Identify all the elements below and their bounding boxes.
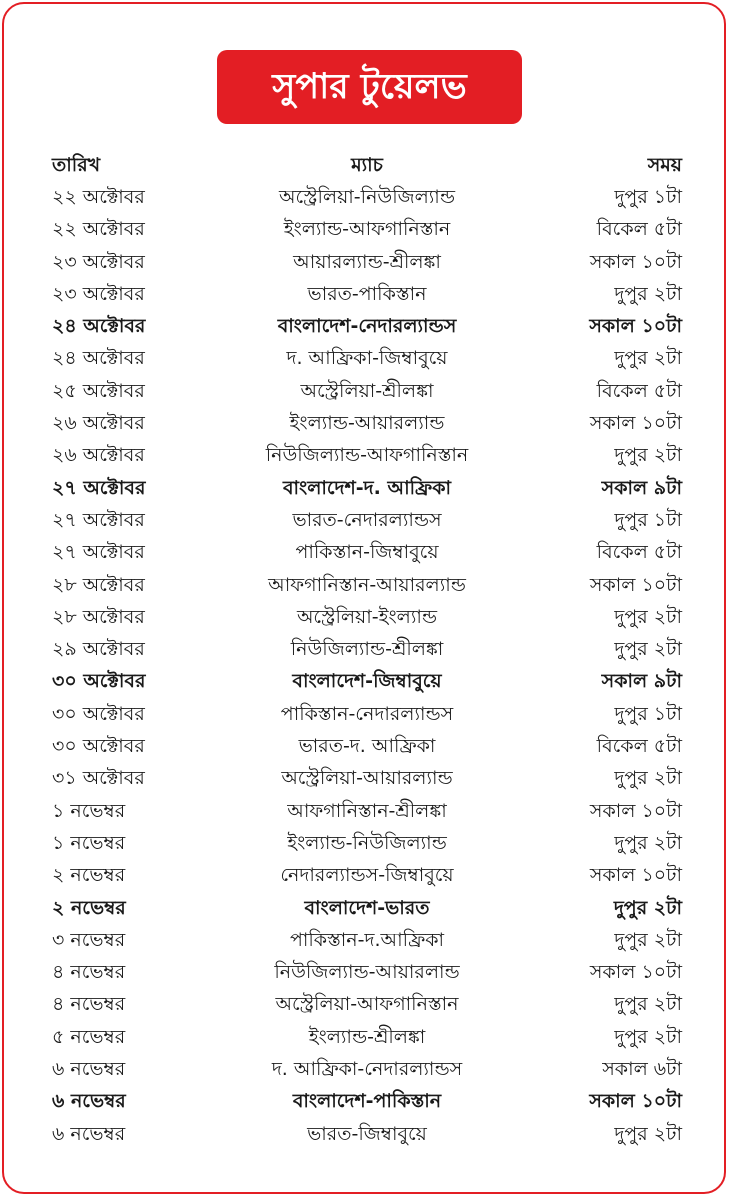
table-row xyxy=(52,504,682,536)
match-date: ৪ নভেম্বর xyxy=(52,993,126,1016)
match-teams: বাংলাদেশ-পাকিস্তান xyxy=(292,1090,442,1113)
table-row xyxy=(52,924,682,956)
match-teams: বাংলাদেশ-ভারত xyxy=(304,896,430,919)
table-row xyxy=(52,859,682,891)
match-time: দুপুর ১টা xyxy=(614,702,682,725)
match-time: বিকেল ৫টা xyxy=(596,541,682,564)
match-date: ২৭ অক্টোবর xyxy=(52,541,145,564)
match-teams: দ. আফ্রিকা-জিম্বাবুয়ে xyxy=(286,347,448,370)
match-date: ২৩ অক্টোবর xyxy=(52,282,145,305)
match-teams: ভারত-জিম্বাবুয়ে xyxy=(307,1122,427,1145)
match-time: বিকেল ৫টা xyxy=(596,379,682,402)
match-date: ৩১ অক্টোবর xyxy=(52,767,145,790)
match-time: সকাল ১০টা xyxy=(589,573,682,596)
table-row xyxy=(52,892,682,924)
match-time: দুপুর ২টা xyxy=(614,767,682,790)
match-date: ২৪ অক্টোবর xyxy=(52,347,145,370)
table-row xyxy=(52,988,682,1020)
match-time: বিকেল ৫টা xyxy=(596,218,682,241)
match-date: ৩ নভেম্বর xyxy=(52,928,126,951)
match-date: ২৭ অক্টোবর xyxy=(52,508,145,531)
schedule-table xyxy=(52,181,682,1150)
page-title: সুপার টুয়েলভ xyxy=(217,50,522,124)
match-teams: ইংল্যান্ড-আফগানিস্তান xyxy=(283,218,451,241)
match-teams: নেদারল্যান্ডস-জিম্বাবুয়ে xyxy=(280,864,454,887)
match-teams: আয়ারল্যান্ড-শ্রীলঙ্কা xyxy=(293,250,441,273)
table-row xyxy=(52,536,682,568)
table-row xyxy=(52,1118,682,1150)
match-teams: আফগানিস্তান-শ্রীলঙ্কা xyxy=(287,799,447,822)
table-row xyxy=(52,439,682,471)
table-row xyxy=(52,1021,682,1053)
match-teams: ইংল্যান্ড-নিউজিল্যান্ড xyxy=(287,831,447,854)
match-date: ৩০ অক্টোবর xyxy=(52,702,145,725)
header-match: ম্যাচ xyxy=(351,154,383,176)
match-date: ২২ অক্টোবর xyxy=(52,186,145,208)
match-date: ৬ নভেম্বর xyxy=(52,1122,126,1145)
match-date: ৩০ অক্টোবর xyxy=(52,670,146,693)
match-time: দুপুর ২টা xyxy=(614,444,682,467)
match-teams: বাংলাদেশ-নেদারল্যান্ডস xyxy=(277,315,457,338)
match-time: দুপুর ২টা xyxy=(614,347,682,370)
match-date: ২ নভেম্বর xyxy=(52,896,126,919)
table-header xyxy=(52,149,682,181)
match-teams: ভারত-পাকিস্তান xyxy=(307,282,427,305)
match-date: ২৬ অক্টোবর xyxy=(52,412,145,435)
table-row xyxy=(52,310,682,342)
table-row xyxy=(52,1053,682,1085)
match-date: ২৯ অক্টোবর xyxy=(52,638,145,661)
table-row xyxy=(52,956,682,988)
match-time: সকাল ৯টা xyxy=(601,670,682,693)
table-row xyxy=(52,665,682,697)
match-teams: পাকিস্তান-দ.আফ্রিকা xyxy=(289,928,445,951)
match-teams: অস্ট্রেলিয়া-নিউজিল্যান্ড xyxy=(278,186,455,208)
table-row xyxy=(52,698,682,730)
match-date: ২৭ অক্টোবর xyxy=(52,476,146,499)
match-teams: দ. আফ্রিকা-নেদারল্যান্ডস xyxy=(271,1058,463,1081)
match-time: দুপুর ২টা xyxy=(614,282,682,305)
table-row xyxy=(52,601,682,633)
table-row xyxy=(52,278,682,310)
table-row xyxy=(52,762,682,794)
schedule-card xyxy=(2,2,726,1194)
match-date: ৬ নভেম্বর xyxy=(52,1058,126,1081)
match-time: বিকেল ৫টা xyxy=(596,735,682,758)
match-time: সকাল ১০টা xyxy=(589,961,682,984)
table-row xyxy=(52,181,682,213)
match-time: দুপুর ২টা xyxy=(614,605,682,628)
match-date: ২ নভেম্বর xyxy=(52,864,126,887)
match-time: সকাল ১০টা xyxy=(589,864,682,887)
table-row xyxy=(52,407,682,439)
match-time: সকাল ৬টা xyxy=(602,1058,682,1081)
match-teams: ভারত-নেদারল্যান্ডস xyxy=(292,508,442,531)
match-date: ২২ অক্টোবর xyxy=(52,218,145,241)
match-teams: ইংল্যান্ড-শ্রীলঙ্কা xyxy=(308,1025,426,1048)
match-date: ১ নভেম্বর xyxy=(52,831,126,854)
match-time: দুপুর ১টা xyxy=(614,508,682,531)
match-time: দুপুর ২টা xyxy=(614,1025,682,1048)
match-teams: অস্ট্রেলিয়া-আফগানিস্তান xyxy=(275,993,459,1016)
match-time: সকাল ৯টা xyxy=(601,476,682,499)
match-teams: নিউজিল্যান্ড-আয়ারলান্ড xyxy=(274,961,460,984)
match-teams: ভারত-দ. আফ্রিকা xyxy=(298,735,436,758)
match-time: দুপুর ২টা xyxy=(613,896,682,919)
table-row xyxy=(52,827,682,859)
table-row xyxy=(52,795,682,827)
match-date: ২৬ অক্টোবর xyxy=(52,444,145,467)
match-teams: ইংল্যান্ড-আয়ারল্যান্ড xyxy=(289,412,445,435)
match-date: ২৮ অক্টোবর xyxy=(52,573,145,596)
match-date: ২৩ অক্টোবর xyxy=(52,250,145,273)
table-row xyxy=(52,342,682,374)
match-teams: বাংলাদেশ-জিম্বাবুয়ে xyxy=(292,670,442,693)
match-time: সকাল ১০টা xyxy=(589,315,682,338)
match-time: দুপুর ২টা xyxy=(614,638,682,661)
table-row xyxy=(52,730,682,762)
table-row xyxy=(52,633,682,665)
match-teams: পাকিস্তান-জিম্বাবুয়ে xyxy=(295,541,439,564)
header-time: সময় xyxy=(647,154,682,176)
table-row xyxy=(52,569,682,601)
header-date: তারিখ xyxy=(52,154,101,176)
match-date: ৩০ অক্টোবর xyxy=(52,735,145,758)
match-teams: অস্ট্রেলিয়া-ইংল্যান্ড xyxy=(296,605,438,628)
match-teams: নিউজিল্যান্ড-আফগানিস্তান xyxy=(265,444,469,467)
match-teams: বাংলাদেশ-দ. আফ্রিকা xyxy=(282,476,452,499)
match-time: সকাল ১০টা xyxy=(589,412,682,435)
match-time: দুপুর ২টা xyxy=(614,928,682,951)
match-time: দুপুর ২টা xyxy=(614,831,682,854)
match-time: সকাল ১০টা xyxy=(589,250,682,273)
match-time: দুপুর ২টা xyxy=(614,1122,682,1145)
match-date: ৫ নভেম্বর xyxy=(52,1025,126,1048)
table-row xyxy=(52,375,682,407)
match-teams: নিউজিল্যান্ড-শ্রীলঙ্কা xyxy=(290,638,444,661)
match-date: ১ নভেম্বর xyxy=(52,799,126,822)
match-date: ২৮ অক্টোবর xyxy=(52,605,145,628)
table-row xyxy=(52,472,682,504)
table-row xyxy=(52,246,682,278)
match-date: ২৪ অক্টোবর xyxy=(52,315,146,338)
match-teams: আফগানিস্তান-আয়ারল্যান্ড xyxy=(268,573,466,596)
match-time: সকাল ১০টা xyxy=(589,799,682,822)
match-date: ৪ নভেম্বর xyxy=(52,961,126,984)
match-teams: অস্ট্রেলিয়া-শ্রীলঙ্কা xyxy=(300,379,434,402)
match-time: দুপুর ১টা xyxy=(614,186,682,208)
match-time: দুপুর ২টা xyxy=(614,993,682,1016)
table-row xyxy=(52,1085,682,1117)
match-date: ৬ নভেম্বর xyxy=(52,1090,126,1113)
match-teams: অস্ট্রেলিয়া-আয়ারল্যান্ড xyxy=(281,767,453,790)
table-row xyxy=(52,213,682,245)
match-time: সকাল ১০টা xyxy=(589,1090,682,1113)
match-teams: পাকিস্তান-নেদারল্যান্ডস xyxy=(280,702,454,725)
match-date: ২৫ অক্টোবর xyxy=(52,379,145,402)
